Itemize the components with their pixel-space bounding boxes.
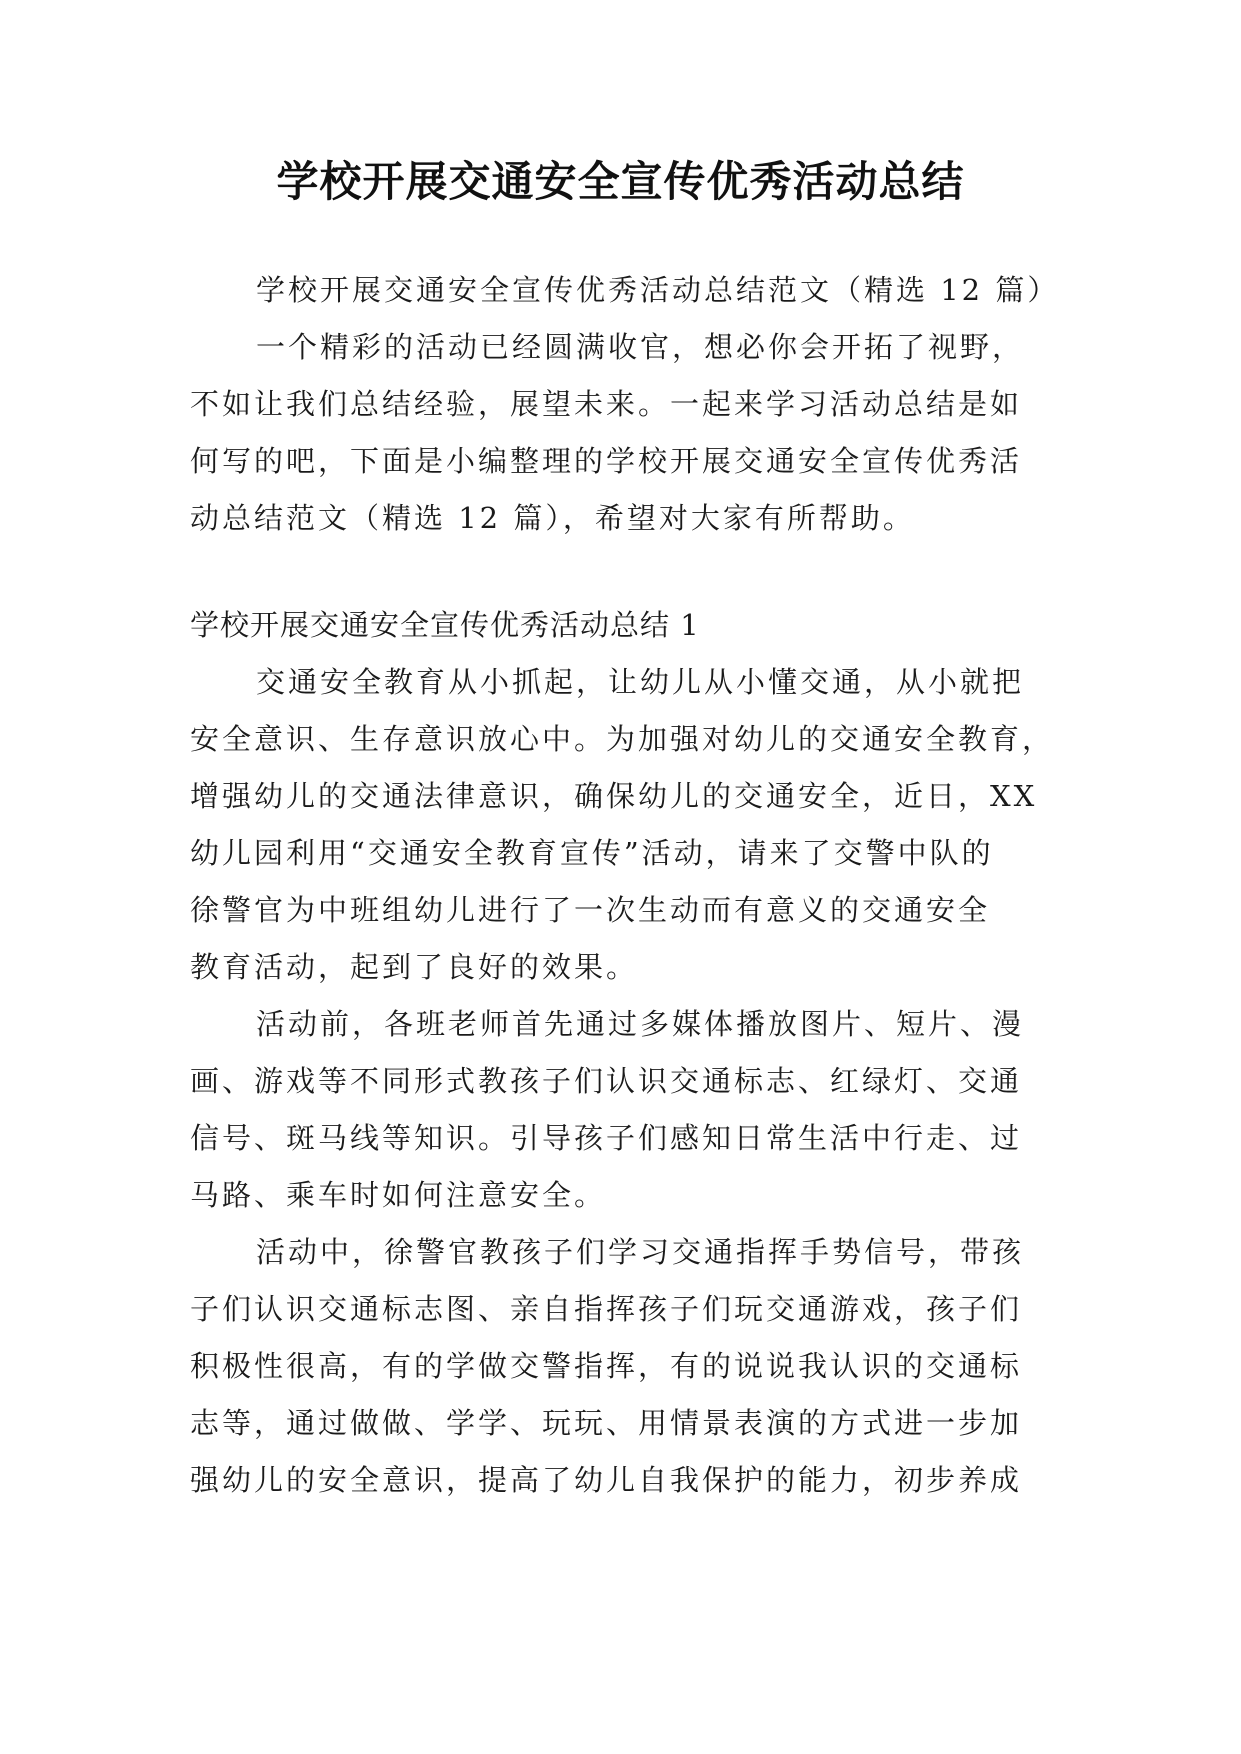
body-line: 幼儿园利用“交通安全教育宣传”活动，请来了交警中队的 [190, 836, 994, 870]
body-line: 交通安全教育从小抓起，让幼儿从小懂交通，从小就把 [256, 665, 1025, 699]
body-line: 强幼儿的安全意识，提高了幼儿自我保护的能力，初步养成 [190, 1463, 1023, 1497]
body-line: 增强幼儿的交通法律意识，确保幼儿的交通安全，近日，XX [190, 779, 1038, 813]
intro-line: 动总结范文（精选 12 篇），希望对大家有所帮助。 [190, 501, 915, 535]
intro-line: 何写的吧，下面是小编整理的学校开展交通安全宣传优秀活 [190, 444, 1023, 478]
section-spacer [190, 547, 1052, 597]
document-title: 学校开展交通安全宣传优秀活动总结 [276, 157, 965, 206]
body-line: 教育活动，起到了良好的效果。 [190, 950, 639, 984]
body-line: 志等，通过做做、学学、玩玩、用情景表演的方式进一步加 [190, 1406, 1023, 1440]
intro-line: 一个精彩的活动已经圆满收官，想必你会开拓了视野， [256, 330, 1025, 364]
body-line: 子们认识交通标志图、亲自指挥孩子们玩交通游戏，孩子们 [190, 1292, 1023, 1326]
body-line: 积极性很高，有的学做交警指挥，有的说说我认识的交通标 [190, 1349, 1023, 1383]
body-line: 画、游戏等不同形式教孩子们认识交通标志、红绿灯、交通 [190, 1064, 1023, 1098]
body-paragraph-2 [190, 996, 1052, 1224]
body-line: 马路、乘车时如何注意安全。 [190, 1178, 607, 1212]
intro-line: 学校开展交通安全宣传优秀活动总结范文（精选 12 篇） [256, 273, 1060, 307]
body-line: 信号、斑马线等知识。引导孩子们感知日常生活中行走、过 [190, 1121, 1023, 1155]
body-line: 安全意识、生存意识放心中。为加强对幼儿的交通安全教育， [190, 722, 1055, 756]
body-line: 徐警官为中班组幼儿进行了一次生动而有意义的交通安全 [190, 893, 991, 927]
body-line: 活动中，徐警官教孩子们学习交通指挥手势信号，带孩 [256, 1235, 1025, 1269]
document-body [190, 262, 1060, 1509]
section-heading: 学校开展交通安全宣传优秀活动总结 1 [190, 608, 700, 642]
body-paragraph-3 [190, 1224, 1052, 1509]
body-line: 活动前，各班老师首先通过多媒体播放图片、短片、漫 [256, 1007, 1025, 1041]
intro-paragraph [190, 262, 1060, 547]
intro-line: 不如让我们总结经验，展望未来。一起来学习活动总结是如 [190, 387, 1023, 421]
body-paragraph-1 [190, 654, 1055, 996]
